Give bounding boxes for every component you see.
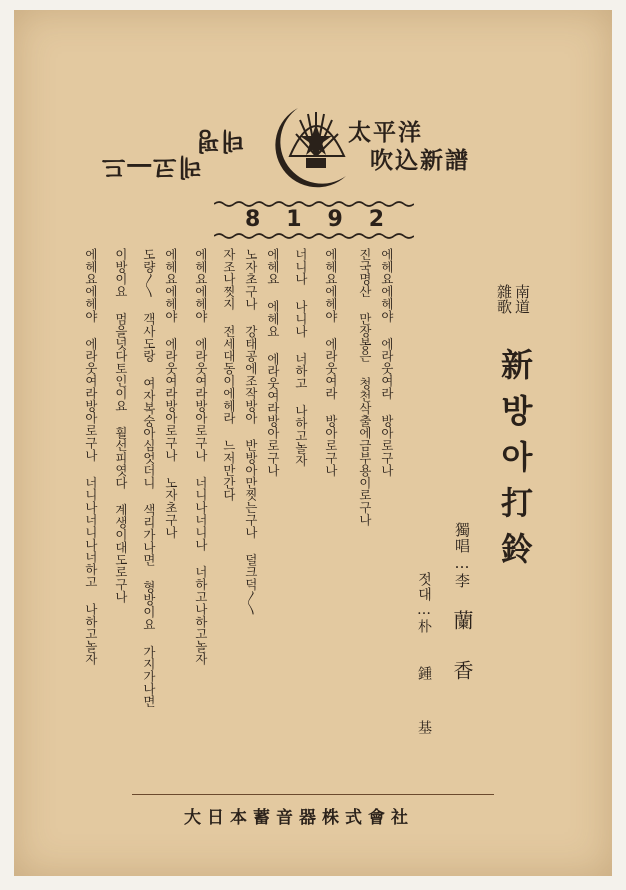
catalog-digit: 1 bbox=[286, 206, 302, 232]
lyric-line: 에헤요에헤야 에라웃여라 방아로구나 bbox=[379, 248, 395, 477]
lyric-line: 에헤요에헤야 에라웃여라방아로구나 노자초구나 bbox=[163, 248, 179, 539]
lyric-line: 에헤요에헤야 에라웃여라 방아로구나 bbox=[323, 248, 339, 477]
lyric-line: 에헤요 에헤요 에라웃여라방아로구나 bbox=[265, 248, 281, 477]
label-title-right: 太平洋 bbox=[348, 119, 423, 146]
genre-type: 雜歌 bbox=[495, 284, 513, 314]
catalog-number bbox=[232, 207, 397, 231]
lyric-line: 자조나찟지 전세대동이에헤라 느저만간다 bbox=[221, 248, 237, 502]
lyric-line: 너니나 나니나 너하고 나하고놀자 bbox=[293, 248, 309, 467]
lyric-line: 에헤요에헤야 에라웃여라방아로구나 너니나너니나 너하고나하고놀자 bbox=[193, 248, 209, 665]
player-name: 鍾基 bbox=[416, 666, 432, 774]
label-subtitle-right: 吹込新譜 bbox=[370, 147, 470, 174]
lyric-sheet bbox=[14, 10, 612, 876]
lyric-line: 진국명산 만장봉은 청천삭출에금부용이로구나 bbox=[357, 248, 373, 526]
singer-name: 蘭香 bbox=[450, 610, 474, 710]
singer-credit: 獨唱…李 bbox=[453, 522, 471, 589]
wavy-rule-bottom bbox=[214, 232, 414, 240]
lyric-line: 노자초구나 강태공에조작방아 반방아만찟는구나 덜크덕〳〵 bbox=[243, 248, 259, 616]
shell-star-logo-icon bbox=[268, 98, 364, 194]
lyric-line: 에헤요에헤야 에라웃여라방아로구나 너니나너니나너하고 나하고놀자 bbox=[83, 248, 99, 665]
publisher-name: 大日本蓄音器株式會社 bbox=[184, 808, 414, 828]
genre-label: 南道 bbox=[513, 284, 531, 314]
lyric-line: 이방이요 멈을넛다토인이요 훨선피엿다 계생이대도로구나 bbox=[113, 248, 129, 603]
lyric-line: 도량〳〵 객사도랑 여자복숭아심엇더니 색리가나면 형방이요 가지가나면 bbox=[141, 248, 157, 708]
divider bbox=[132, 794, 494, 795]
label-title-left: 태평 bbox=[194, 127, 245, 156]
song-title: 新방아打鈴 bbox=[496, 348, 534, 578]
catalog-digit: 9 bbox=[327, 206, 343, 232]
player-credit: 젓대…朴 bbox=[416, 572, 432, 634]
catalog-digit: 2 bbox=[368, 206, 385, 232]
catalog-digit: 8 bbox=[244, 206, 261, 232]
label-subtitle-left: 레코―드 bbox=[100, 153, 202, 182]
